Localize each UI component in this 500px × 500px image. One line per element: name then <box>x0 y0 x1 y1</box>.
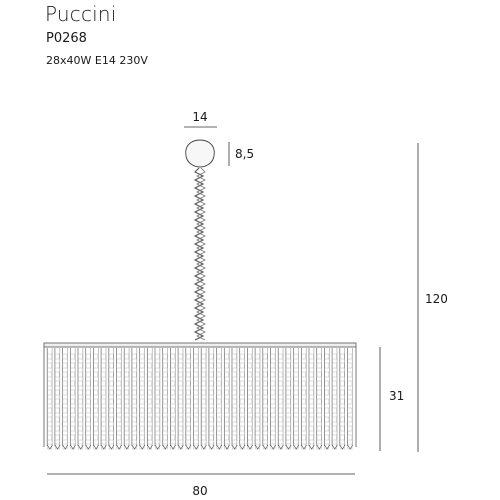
crystal-column <box>247 348 252 449</box>
crystal-column <box>55 348 60 449</box>
canopy-height-dimension <box>229 142 254 166</box>
crystal-column <box>117 348 122 449</box>
crystal-column <box>178 348 183 449</box>
crystal-columns <box>47 348 352 449</box>
shade-height-label: 31 <box>389 389 405 403</box>
crystal-column <box>132 348 137 449</box>
crystal-column <box>124 348 129 449</box>
crystal-column <box>271 348 276 449</box>
crystal-column <box>263 348 268 449</box>
crystal-column <box>93 348 98 449</box>
crystal-column <box>163 348 168 449</box>
crystal-column <box>286 348 291 449</box>
crystal-column <box>109 348 114 449</box>
product-name: Puccini <box>45 2 117 26</box>
crystal-column <box>70 348 75 449</box>
product-code: P0268 <box>46 31 87 46</box>
crystal-column <box>170 348 175 449</box>
crystal-column <box>332 348 337 449</box>
crystal-column <box>86 348 91 449</box>
crystal-column <box>47 348 52 449</box>
suspension-chain <box>195 168 205 340</box>
shade-top-ring <box>44 343 356 347</box>
shade-height-dimension <box>380 347 404 451</box>
crystal-column <box>155 348 160 449</box>
canopy <box>186 140 215 167</box>
crystal-column <box>101 348 106 449</box>
crystal-column <box>294 348 299 449</box>
crystal-column <box>317 348 322 449</box>
crystal-column <box>278 348 283 449</box>
total-height-label: 120 <box>425 292 448 306</box>
crystal-column <box>240 348 245 449</box>
crystal-column <box>186 348 191 449</box>
crystal-column <box>340 348 345 449</box>
crystal-column <box>78 348 83 449</box>
crystal-column <box>301 348 306 449</box>
product-spec: 28x40W E14 230V <box>46 54 148 67</box>
crystal-column <box>140 348 145 449</box>
canopy-width-dimension <box>184 110 217 127</box>
crystal-column <box>309 348 314 449</box>
crystal-column <box>63 348 68 449</box>
canopy-height-label: 8,5 <box>235 147 255 161</box>
crystal-column <box>217 348 222 449</box>
shade-width-dimension <box>47 474 355 498</box>
crystal-column <box>224 348 229 449</box>
crystal-column <box>232 348 237 449</box>
crystal-column <box>255 348 260 449</box>
shade-width-label: 80 <box>192 484 208 498</box>
total-height-dimension <box>418 143 448 452</box>
canopy-width-label: 14 <box>192 110 208 124</box>
crystal-column <box>324 348 329 449</box>
crystal-column <box>201 348 206 449</box>
crystal-column <box>348 348 353 449</box>
crystal-column <box>147 348 152 449</box>
crystal-shade <box>44 343 356 449</box>
crystal-column <box>194 348 199 449</box>
crystal-column <box>209 348 214 449</box>
